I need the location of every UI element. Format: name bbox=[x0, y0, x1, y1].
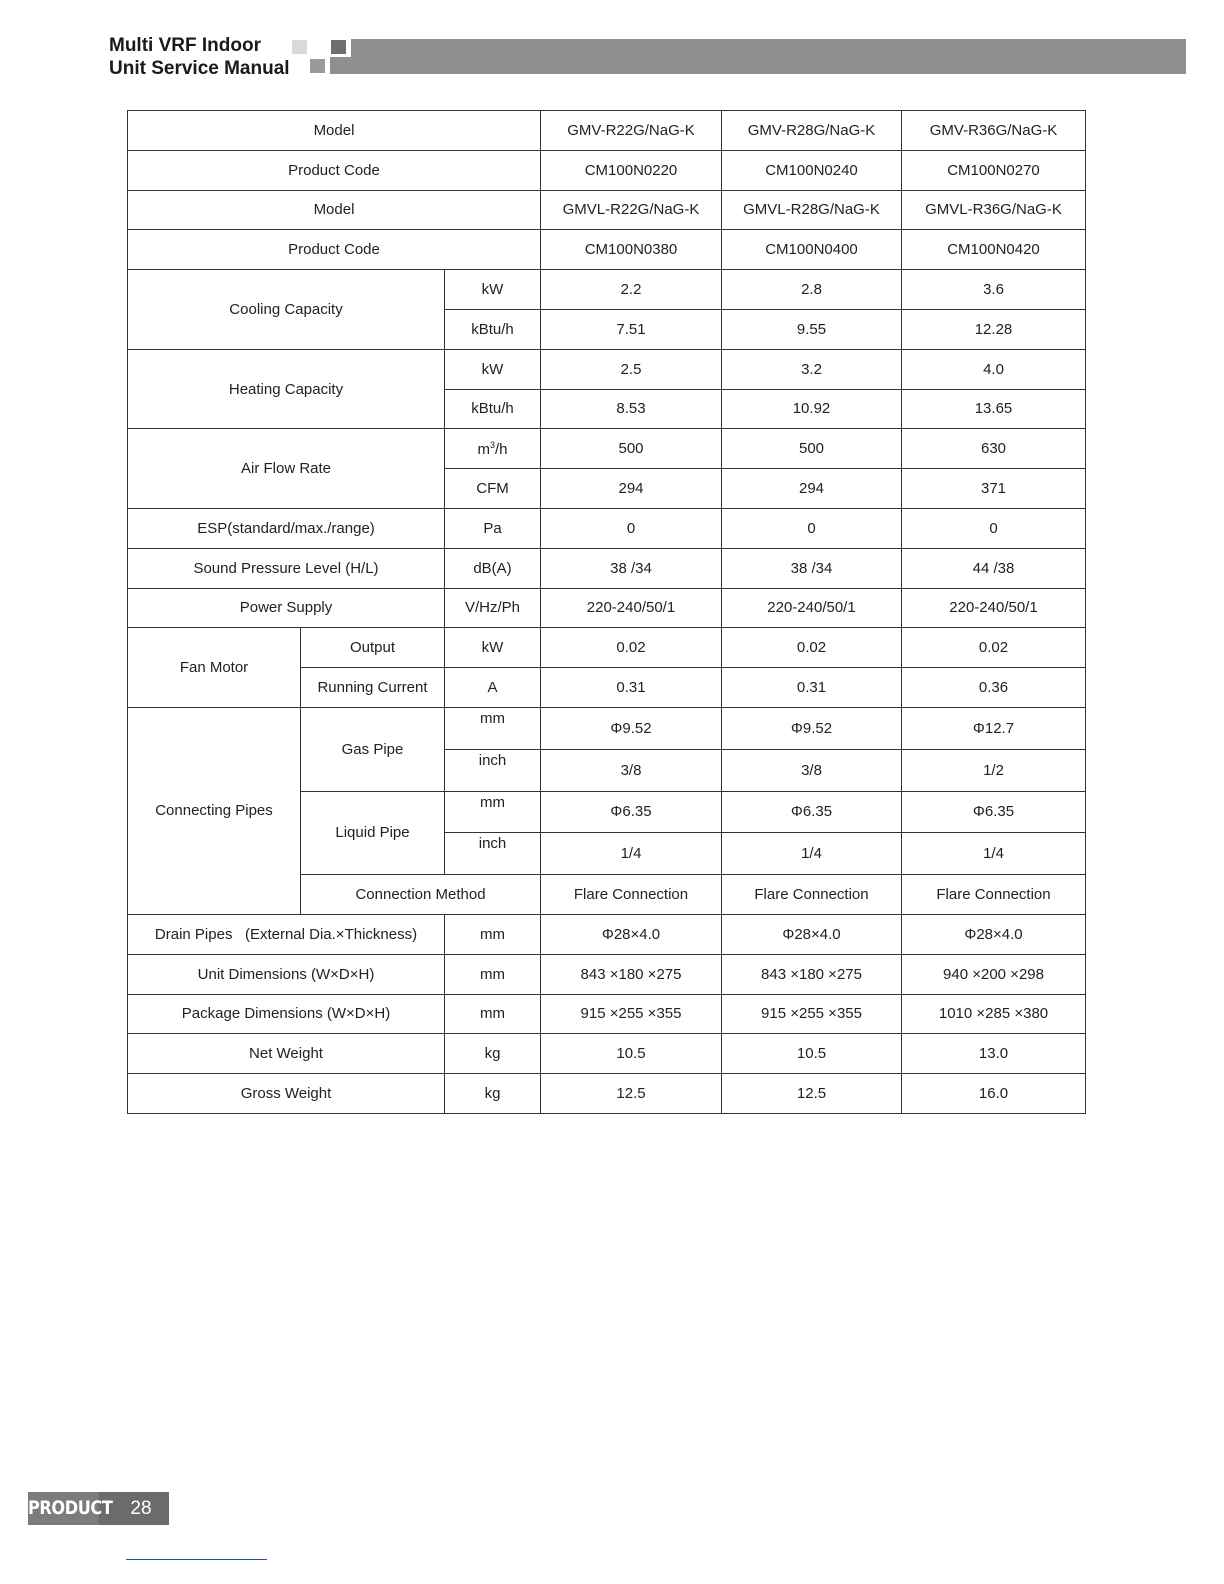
cell: GMV-R22G/NaG-K bbox=[541, 111, 722, 151]
unit-cell: kW bbox=[445, 628, 541, 668]
cell: Φ6.35 bbox=[722, 791, 902, 833]
table-row bbox=[128, 588, 1086, 628]
unit-cell: inch bbox=[445, 833, 541, 875]
cell: 4.0 bbox=[902, 349, 1086, 389]
unit-cell: kW bbox=[445, 270, 541, 310]
cell: 500 bbox=[541, 429, 722, 469]
cell: 12.5 bbox=[541, 1074, 722, 1114]
unit-cell: A bbox=[445, 668, 541, 708]
sub-label: Connection Method bbox=[301, 875, 541, 915]
table-row bbox=[128, 429, 1086, 469]
cell: GMVL-R22G/NaG-K bbox=[541, 190, 722, 230]
table-row bbox=[128, 628, 1086, 668]
row-label: Heating Capacity bbox=[128, 349, 445, 429]
unit-text: /h bbox=[495, 440, 508, 458]
cell: 3/8 bbox=[722, 749, 902, 791]
cell: 500 bbox=[722, 429, 902, 469]
table-row bbox=[128, 190, 1086, 230]
cell: 12.5 bbox=[722, 1074, 902, 1114]
row-label: Connecting Pipes bbox=[128, 707, 301, 914]
row-label: Fan Motor bbox=[128, 628, 301, 708]
unit-cell: kW bbox=[445, 349, 541, 389]
cell: 9.55 bbox=[722, 309, 902, 349]
cell: 1/4 bbox=[902, 833, 1086, 875]
unit-superscript: 3 bbox=[489, 439, 495, 450]
table-row bbox=[128, 954, 1086, 994]
cell: 294 bbox=[541, 469, 722, 509]
cell: CM100N0420 bbox=[902, 230, 1086, 270]
table-row bbox=[128, 150, 1086, 190]
cell: 940 ×200 ×298 bbox=[902, 954, 1086, 994]
cell: 44 /38 bbox=[902, 548, 1086, 588]
cell: GMV-R36G/NaG-K bbox=[902, 111, 1086, 151]
cell: Φ6.35 bbox=[902, 791, 1086, 833]
unit-cell bbox=[445, 429, 541, 469]
table-row bbox=[128, 707, 1086, 749]
cell: 13.0 bbox=[902, 1034, 1086, 1074]
table-row bbox=[128, 548, 1086, 588]
table-row bbox=[128, 508, 1086, 548]
cell: 220-240/50/1 bbox=[541, 588, 722, 628]
cell: 0.31 bbox=[541, 668, 722, 708]
manual-title-line1: Multi VRF Indoor bbox=[109, 35, 261, 56]
cell: Φ28×4.0 bbox=[541, 914, 722, 954]
row-label: Product Code bbox=[128, 230, 541, 270]
cell: 915 ×255 ×355 bbox=[722, 994, 902, 1034]
cell: 1/4 bbox=[541, 833, 722, 875]
row-label: Package Dimensions (W×D×H) bbox=[128, 994, 445, 1034]
sub-label: Running Current bbox=[301, 668, 445, 708]
unit-cell: kBtu/h bbox=[445, 389, 541, 429]
unit-cell: mm bbox=[445, 954, 541, 994]
unit-cell: mm bbox=[445, 914, 541, 954]
unit-cell: mm bbox=[445, 791, 541, 833]
cell: Flare Connection bbox=[902, 875, 1086, 915]
cell: Flare Connection bbox=[722, 875, 902, 915]
row-label: Model bbox=[128, 111, 541, 151]
cell: 7.51 bbox=[541, 309, 722, 349]
unit-text: m bbox=[477, 440, 490, 458]
header-decor-square bbox=[292, 40, 307, 54]
table-row bbox=[128, 349, 1086, 389]
cell: 0.36 bbox=[902, 668, 1086, 708]
cell: 3.6 bbox=[902, 270, 1086, 310]
cell: Flare Connection bbox=[541, 875, 722, 915]
cell: 13.65 bbox=[902, 389, 1086, 429]
cell: Φ28×4.0 bbox=[902, 914, 1086, 954]
page-number: 28 bbox=[130, 1498, 152, 1519]
cell: GMVL-R28G/NaG-K bbox=[722, 190, 902, 230]
cell: 220-240/50/1 bbox=[722, 588, 902, 628]
row-label: Unit Dimensions (W×D×H) bbox=[128, 954, 445, 994]
cell: 2.8 bbox=[722, 270, 902, 310]
unit-cell: mm bbox=[445, 994, 541, 1034]
cell: 8.53 bbox=[541, 389, 722, 429]
cell: Φ12.7 bbox=[902, 707, 1086, 749]
cell: CM100N0220 bbox=[541, 150, 722, 190]
cell: 0 bbox=[722, 508, 902, 548]
cell: CM100N0270 bbox=[902, 150, 1086, 190]
row-label: Power Supply bbox=[128, 588, 445, 628]
unit-cell: kg bbox=[445, 1074, 541, 1114]
unit-cell: kg bbox=[445, 1034, 541, 1074]
cell: 294 bbox=[722, 469, 902, 509]
spec-table bbox=[127, 110, 1086, 1114]
cell: 0.02 bbox=[902, 628, 1086, 668]
unit-cell: inch bbox=[445, 749, 541, 791]
unit-cell: kBtu/h bbox=[445, 309, 541, 349]
cell: 2.2 bbox=[541, 270, 722, 310]
unit-cell: CFM bbox=[445, 469, 541, 509]
table-row bbox=[128, 270, 1086, 310]
cell: 1/2 bbox=[902, 749, 1086, 791]
cell: 10.92 bbox=[722, 389, 902, 429]
cell: 10.5 bbox=[722, 1034, 902, 1074]
cell: 10.5 bbox=[541, 1034, 722, 1074]
row-label: Product Code bbox=[128, 150, 541, 190]
row-label: Drain Pipes (External Dia.×Thickness) bbox=[128, 914, 445, 954]
table-row bbox=[128, 1034, 1086, 1074]
row-label: Sound Pressure Level (H/L) bbox=[128, 548, 445, 588]
cell: 915 ×255 ×355 bbox=[541, 994, 722, 1034]
cell: Φ28×4.0 bbox=[722, 914, 902, 954]
cell: 16.0 bbox=[902, 1074, 1086, 1114]
cell: 0.02 bbox=[722, 628, 902, 668]
cell: 3.2 bbox=[722, 349, 902, 389]
manual-title bbox=[109, 34, 290, 80]
cell: 2.5 bbox=[541, 349, 722, 389]
cell: 630 bbox=[902, 429, 1086, 469]
cell: CM100N0400 bbox=[722, 230, 902, 270]
header-bar bbox=[329, 39, 1186, 74]
row-label: Gross Weight bbox=[128, 1074, 445, 1114]
cell: 38 /34 bbox=[541, 548, 722, 588]
footer-section-label: PRODUCT bbox=[28, 1492, 99, 1525]
header-decor-square bbox=[331, 40, 346, 54]
cell: 843 ×180 ×275 bbox=[722, 954, 902, 994]
cell: Φ9.52 bbox=[722, 707, 902, 749]
cell: Φ9.52 bbox=[541, 707, 722, 749]
cell: 1010 ×285 ×380 bbox=[902, 994, 1086, 1034]
cell: GMV-R28G/NaG-K bbox=[722, 111, 902, 151]
unit-cell: dB(A) bbox=[445, 548, 541, 588]
cell: 0.02 bbox=[541, 628, 722, 668]
row-label: Cooling Capacity bbox=[128, 270, 445, 350]
row-label: ESP(standard/max./range) bbox=[128, 508, 445, 548]
cell: 220-240/50/1 bbox=[902, 588, 1086, 628]
unit-cell: V/Hz/Ph bbox=[445, 588, 541, 628]
table-row bbox=[128, 994, 1086, 1034]
cell: 38 /34 bbox=[722, 548, 902, 588]
cell: 843 ×180 ×275 bbox=[541, 954, 722, 994]
footer-divider bbox=[126, 1559, 267, 1560]
row-label: Model bbox=[128, 190, 541, 230]
unit-cell: mm bbox=[445, 707, 541, 749]
cell: GMVL-R36G/NaG-K bbox=[902, 190, 1086, 230]
cell: 1/4 bbox=[722, 833, 902, 875]
cell: 12.28 bbox=[902, 309, 1086, 349]
unit-cell: Pa bbox=[445, 508, 541, 548]
cell: CM100N0240 bbox=[722, 150, 902, 190]
cell: 0 bbox=[541, 508, 722, 548]
cell: 3/8 bbox=[541, 749, 722, 791]
cell: 0 bbox=[902, 508, 1086, 548]
sub-label: Output bbox=[301, 628, 445, 668]
cell: CM100N0380 bbox=[541, 230, 722, 270]
row-label: Air Flow Rate bbox=[128, 429, 445, 509]
row-label: Net Weight bbox=[128, 1034, 445, 1074]
table-row bbox=[128, 111, 1086, 151]
cell: 371 bbox=[902, 469, 1086, 509]
sub-label: Gas Pipe bbox=[301, 707, 445, 791]
table-row bbox=[128, 1074, 1086, 1114]
header-decor-square bbox=[310, 59, 325, 73]
table-row bbox=[128, 230, 1086, 270]
cell: 0.31 bbox=[722, 668, 902, 708]
manual-title-line2: Unit Service Manual bbox=[109, 58, 290, 79]
sub-label: Liquid Pipe bbox=[301, 791, 445, 875]
table-row bbox=[128, 914, 1086, 954]
cell: Φ6.35 bbox=[541, 791, 722, 833]
